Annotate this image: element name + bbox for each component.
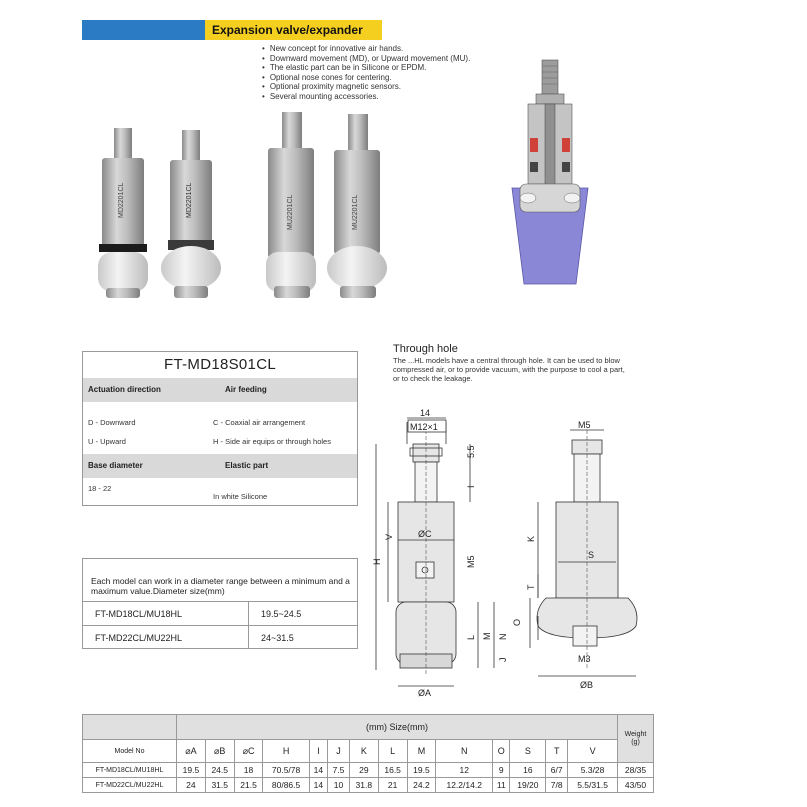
cell: 70.5/78 xyxy=(263,763,309,778)
product-photo-4 xyxy=(327,114,387,298)
cell: 11 xyxy=(493,778,510,793)
product-photo-3 xyxy=(266,112,316,298)
feature-item: • Downward movement (MD), or Upward movement (MU). xyxy=(262,54,470,64)
blank-header xyxy=(83,715,177,740)
page-title: Expansion valve/expander xyxy=(212,23,363,37)
cell: 19.5 xyxy=(407,763,436,778)
weight-cell: 43/50 xyxy=(618,778,654,793)
range-value: 19.5~24.5 xyxy=(261,609,302,619)
range-value: 24~31.5 xyxy=(261,633,294,643)
range-divider xyxy=(248,626,249,649)
photo-label-1: MD2201CL xyxy=(118,182,125,218)
model-header: Model No xyxy=(83,740,177,763)
technical-drawing xyxy=(360,400,680,700)
air-option-side: H - Side air equips or through holes xyxy=(213,437,331,446)
row-model: FT-MD22CL/MU22HL xyxy=(83,778,177,793)
dim-h: H xyxy=(372,558,382,565)
weight-header xyxy=(618,715,654,763)
header-bar xyxy=(82,20,382,40)
air-option-coaxial: C - Coaxial air arrangement xyxy=(213,418,306,427)
elastic-part-value: In white Silicone xyxy=(213,492,268,501)
product-photos xyxy=(90,100,400,310)
cell: 24.2 xyxy=(407,778,436,793)
dim-n: N xyxy=(498,633,508,640)
dim-m: M xyxy=(482,632,492,640)
dim-oc: ØC xyxy=(418,529,432,539)
feature-item: • The elastic part can be in Silicone or EPDM. xyxy=(262,63,470,73)
cell: 5.5/31.5 xyxy=(568,778,618,793)
cell: 16 xyxy=(510,763,546,778)
dim-oa: ØA xyxy=(418,688,432,698)
spec-model-code: FT-MD18S01CL xyxy=(164,356,276,373)
cell: 19.5 xyxy=(177,763,206,778)
cell: 14 xyxy=(309,778,327,793)
range-row xyxy=(83,601,357,625)
feature-item: • Optional nose cones for centering. xyxy=(262,73,470,83)
cell: 31.8 xyxy=(349,778,378,793)
col-m: M xyxy=(407,740,436,763)
dim-m3: M3 xyxy=(578,654,591,664)
cell: 5.3/28 xyxy=(568,763,618,778)
cell: 80/86.5 xyxy=(263,778,309,793)
col-a: ⌀A xyxy=(177,740,206,763)
cell: 6/7 xyxy=(546,763,568,778)
range-intro: Each model can work in a diameter range between a minimum and a maximum value.Diameter size(mm) xyxy=(91,576,350,596)
weight-cell: 28/35 xyxy=(618,763,654,778)
col-b: ⌀B xyxy=(205,740,234,763)
col-o: O xyxy=(493,740,510,763)
cell: 7.5 xyxy=(328,763,350,778)
size-table xyxy=(82,714,654,793)
photo-label-4: MU2201CL xyxy=(352,194,359,230)
col-s: S xyxy=(510,740,546,763)
product-photo-2 xyxy=(161,130,221,298)
dim-5-5: 5.5 xyxy=(466,445,476,458)
table-row xyxy=(83,763,654,778)
cell: 19/20 xyxy=(510,778,546,793)
col-t: T xyxy=(546,740,568,763)
dim-t: T xyxy=(526,584,536,590)
cell: 24.5 xyxy=(205,763,234,778)
cell: 21.5 xyxy=(234,778,263,793)
size-header-row xyxy=(83,715,654,740)
air-feeding-header: Air feeding xyxy=(220,378,357,402)
cell: 24 xyxy=(177,778,206,793)
feature-list xyxy=(262,44,470,102)
dim-j: J xyxy=(498,657,508,662)
base-diameter-value: 18 - 22 xyxy=(88,484,112,493)
range-divider xyxy=(248,602,249,625)
table-row xyxy=(83,778,654,793)
dim-m5-side: M5 xyxy=(466,555,476,568)
range-model: FT-MD22CL/MU22HL xyxy=(95,633,183,643)
diameter-range-box xyxy=(82,558,358,649)
dim-k: K xyxy=(526,535,536,542)
cell: 12.2/14.2 xyxy=(436,778,493,793)
range-model: FT-MD18CL/MU18HL xyxy=(95,609,183,619)
col-l: L xyxy=(378,740,407,763)
actuation-header: Actuation direction xyxy=(83,378,220,402)
dim-m5-top: M5 xyxy=(578,420,591,430)
cell: 9 xyxy=(493,763,510,778)
cell: 16.5 xyxy=(378,763,407,778)
product-photo-1 xyxy=(98,128,148,298)
col-k: K xyxy=(349,740,378,763)
dim-l: L xyxy=(466,634,476,640)
elastic-part-header: Elastic part xyxy=(220,454,357,478)
size-header: (mm) Size(mm) xyxy=(177,715,618,740)
dim-thread: M12×1 xyxy=(410,422,438,432)
col-j: J xyxy=(328,740,350,763)
row-model: FT-MD18CL/MU18HL xyxy=(83,763,177,778)
cell: 18 xyxy=(234,763,263,778)
dim-i: I xyxy=(466,485,476,488)
base-diameter-header: Base diameter xyxy=(83,454,220,478)
through-hole-title: Through hole xyxy=(393,343,458,355)
feature-item: • Several mounting accessories. xyxy=(262,92,470,102)
through-hole-text: The ...HL models have a central through hole. It can be used to blow compressed air, or to provide vacuum, with the purpose to cool a part, or to check the leakage. xyxy=(393,356,625,384)
dim-14: 14 xyxy=(420,408,431,418)
col-n: N xyxy=(436,740,493,763)
col-v: V xyxy=(568,740,618,763)
cutaway-illustration xyxy=(500,58,600,290)
col-i: I xyxy=(309,740,327,763)
cell: 21 xyxy=(378,778,407,793)
photo-label-2: MD2201CL xyxy=(186,182,193,218)
cell: 14 xyxy=(309,763,327,778)
actuation-option-up: U - Upward xyxy=(88,437,126,446)
cell: 10 xyxy=(328,778,350,793)
cell: 29 xyxy=(349,763,378,778)
range-row xyxy=(83,625,357,649)
column-header-row xyxy=(83,740,654,763)
weight-unit: (g) xyxy=(631,738,640,746)
spec-code-box xyxy=(82,351,358,506)
feature-item: • Optional proximity magnetic sensors. xyxy=(262,82,470,92)
cell: 7/8 xyxy=(546,778,568,793)
col-h: H xyxy=(263,740,309,763)
header-blue-block xyxy=(82,20,205,40)
feature-item: • New concept for innovative air hands. xyxy=(262,44,470,54)
cell: 12 xyxy=(436,763,493,778)
dim-o: O xyxy=(512,618,522,626)
cell: 31.5 xyxy=(205,778,234,793)
actuation-option-down: D - Downward xyxy=(88,418,136,427)
dim-ob: ØB xyxy=(580,680,594,690)
dim-s: S xyxy=(588,550,595,560)
weight-label: Weight xyxy=(624,730,647,738)
col-c: ⌀C xyxy=(234,740,263,763)
dim-v: V xyxy=(384,533,394,540)
photo-label-3: MU2201CL xyxy=(287,194,294,230)
